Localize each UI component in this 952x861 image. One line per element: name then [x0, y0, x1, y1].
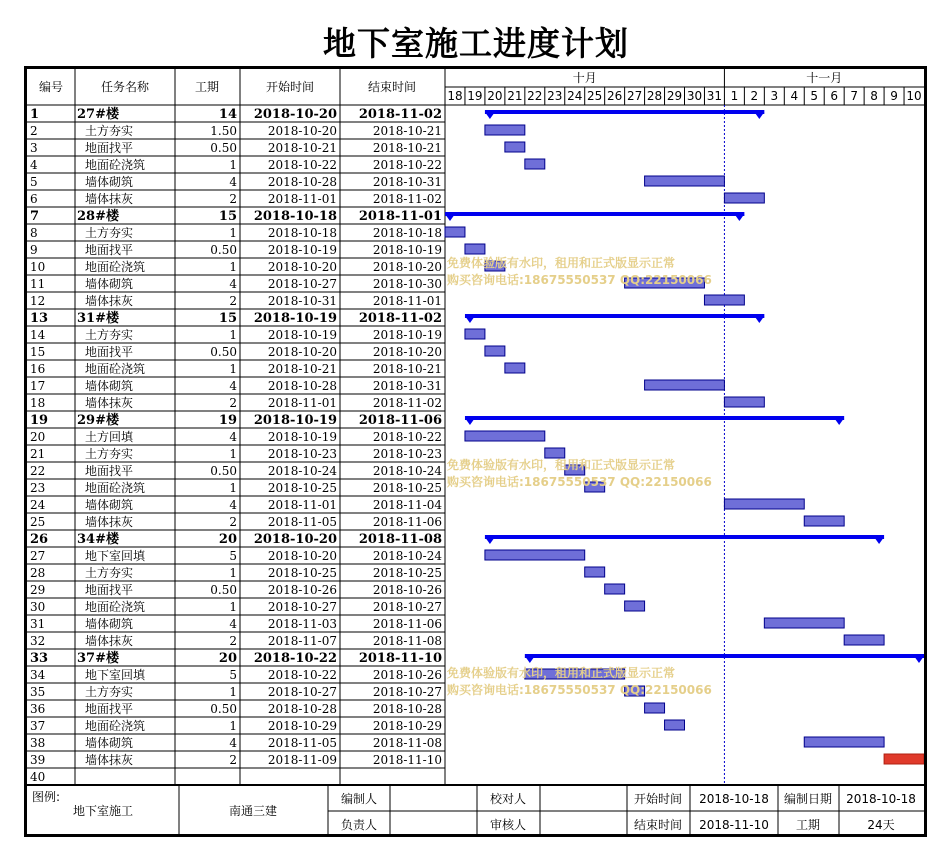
task-start: 2018-10-20 [253, 532, 337, 547]
task-id: 9 [30, 243, 38, 257]
task-start: 2018-10-29 [267, 719, 337, 733]
task-id: 31 [30, 617, 46, 631]
task-end: 2018-10-29 [372, 719, 442, 733]
task-name: 土方夯实 [85, 124, 134, 138]
summary-bar [485, 110, 764, 114]
task-bar [704, 295, 744, 305]
task-bar [804, 737, 884, 747]
header-end: 结束时间 [367, 80, 417, 94]
task-bar [625, 601, 645, 611]
task-end: 2018-11-10 [372, 753, 442, 767]
day-label: 21 [507, 89, 523, 103]
task-duration: 0.50 [210, 583, 237, 597]
task-bar [724, 499, 804, 509]
summary-bar [465, 416, 844, 420]
task-start: 2018-10-26 [267, 583, 337, 597]
task-name: 墙体砌筑 [85, 617, 134, 631]
task-duration: 2 [229, 515, 237, 529]
summary-bar [465, 314, 764, 318]
day-label: 10 [906, 89, 922, 103]
task-duration: 15 [218, 209, 237, 224]
task-duration: 2 [229, 294, 237, 308]
task-bar [485, 346, 505, 356]
task-bar [525, 159, 545, 169]
task-end: 2018-10-26 [372, 668, 442, 682]
task-start: 2018-11-07 [267, 634, 337, 648]
month-label: 十月 [572, 71, 597, 85]
task-name: 土方回填 [85, 430, 134, 444]
task-id: 23 [30, 481, 46, 495]
task-id: 7 [30, 209, 40, 224]
task-end: 2018-11-02 [358, 107, 442, 122]
task-end: 2018-10-27 [372, 600, 442, 614]
task-bar [724, 397, 764, 407]
task-duration: 4 [229, 175, 237, 189]
task-end: 2018-10-31 [372, 175, 442, 189]
task-start: 2018-11-03 [267, 617, 337, 631]
task-start: 2018-10-22 [267, 158, 337, 172]
legend-label: 图例: [32, 790, 61, 804]
task-duration: 1 [229, 447, 237, 461]
task-duration: 4 [229, 430, 237, 444]
gantt-chart [27, 69, 924, 834]
task-name: 地下室回填 [85, 668, 146, 682]
task-end: 2018-10-26 [372, 583, 442, 597]
task-bar [505, 142, 525, 152]
day-label: 2 [750, 89, 759, 103]
task-duration: 1.50 [210, 124, 237, 138]
task-bar [645, 176, 725, 186]
task-end: 2018-11-10 [358, 651, 442, 666]
task-duration: 20 [218, 651, 237, 666]
task-end: 2018-10-30 [372, 277, 442, 291]
task-duration: 4 [229, 736, 237, 750]
task-bar [445, 227, 465, 237]
task-bar [465, 329, 485, 339]
task-start: 2018-10-20 [267, 260, 337, 274]
task-duration: 14 [218, 107, 237, 122]
task-bar [724, 193, 764, 203]
task-duration: 1 [229, 328, 237, 342]
task-name: 土方夯实 [85, 328, 134, 342]
start-value: 2018-10-18 [699, 792, 769, 806]
month-label: 十一月 [806, 71, 843, 85]
watermark-line: 购买咨询电话:18675550537 QQ:22150066 [447, 273, 712, 287]
task-end: 2018-10-18 [372, 226, 442, 240]
task-end: 2018-11-02 [372, 396, 442, 410]
task-name: 墙体抹灰 [85, 192, 134, 206]
task-start: 2018-10-19 [253, 413, 337, 428]
day-label: 20 [487, 89, 503, 103]
task-id: 8 [30, 226, 38, 240]
task-name: 37#楼 [77, 651, 119, 666]
task-start: 2018-10-25 [267, 566, 337, 580]
summary-end-marker [914, 656, 924, 663]
task-start: 2018-10-19 [267, 430, 337, 444]
task-duration: 1 [229, 600, 237, 614]
day-label: 31 [706, 89, 723, 103]
task-end: 2018-11-06 [358, 413, 442, 428]
task-bar [585, 567, 605, 577]
task-duration: 0.50 [210, 141, 237, 155]
task-name: 地下室回填 [85, 549, 146, 563]
task-start: 2018-10-18 [267, 226, 337, 240]
task-name: 土方夯实 [85, 685, 134, 699]
task-name: 墙体砌筑 [85, 736, 134, 750]
task-name: 土方夯实 [85, 226, 134, 240]
task-start: 2018-10-24 [267, 464, 337, 478]
task-start: 2018-11-01 [267, 498, 337, 512]
task-id: 32 [30, 634, 46, 648]
task-bar [485, 125, 525, 135]
task-id: 14 [30, 328, 46, 342]
task-bar [545, 448, 565, 458]
page-title: 地下室施工进度计划 [323, 24, 629, 63]
summary-end-marker [734, 214, 744, 221]
summary-start-marker [465, 316, 475, 323]
task-start: 2018-10-28 [267, 175, 337, 189]
task-start: 2018-10-22 [253, 651, 337, 666]
task-name: 墙体抹灰 [85, 396, 134, 410]
header-name: 任务名称 [100, 80, 150, 94]
task-name: 34#楼 [77, 532, 119, 547]
task-id: 13 [30, 311, 49, 326]
task-id: 1 [30, 107, 40, 122]
task-end: 2018-10-19 [372, 243, 442, 257]
task-duration: 4 [229, 277, 237, 291]
task-bar [465, 431, 545, 441]
task-start: 2018-10-27 [267, 685, 337, 699]
task-name: 地面找平 [85, 464, 134, 478]
task-end: 2018-11-08 [358, 532, 442, 547]
task-id: 24 [30, 498, 46, 512]
task-duration: 2 [229, 192, 237, 206]
task-duration: 5 [229, 549, 237, 563]
task-id: 39 [30, 753, 46, 767]
task-bar [645, 703, 665, 713]
task-duration: 0.50 [210, 243, 237, 257]
company-name: 南通三建 [228, 804, 278, 818]
day-label: 23 [547, 89, 563, 103]
reviewer-label: 审核人 [489, 818, 527, 832]
task-start: 2018-10-27 [267, 277, 337, 291]
task-id: 15 [30, 345, 46, 359]
task-name: 墙体抹灰 [85, 294, 134, 308]
day-label: 5 [810, 89, 819, 103]
task-end: 2018-10-19 [372, 328, 442, 342]
task-end: 2018-10-20 [372, 345, 442, 359]
task-name: 墙体抹灰 [85, 753, 134, 767]
task-id: 25 [30, 515, 46, 529]
compile-date-value: 2018-10-18 [846, 792, 916, 806]
task-id: 27 [30, 549, 46, 563]
task-id: 16 [30, 362, 46, 376]
responsible-label: 负责人 [340, 818, 378, 832]
task-duration: 0.50 [210, 464, 237, 478]
day-label: 9 [890, 89, 898, 103]
header-start: 开始时间 [265, 80, 315, 94]
watermark-line: 购买咨询电话:18675550537 QQ:22150066 [447, 683, 712, 697]
end-value: 2018-11-10 [699, 818, 769, 832]
summary-end-marker [874, 537, 884, 544]
summary-start-marker [445, 214, 455, 221]
day-label: 7 [850, 89, 858, 103]
task-id: 12 [30, 294, 46, 308]
summary-end-marker [754, 316, 764, 323]
task-id: 18 [30, 396, 46, 410]
task-end: 2018-11-01 [358, 209, 442, 224]
task-name: 墙体砌筑 [85, 498, 134, 512]
day-label: 22 [527, 89, 543, 103]
start-label: 开始时间 [633, 792, 683, 806]
watermark-line: 购买咨询电话:18675550537 QQ:22150066 [447, 475, 712, 489]
day-label: 18 [447, 89, 463, 103]
watermark-line: 免费体验版有水印，租用和正式版显示正常 [447, 666, 676, 680]
compiler-label: 编制人 [340, 792, 378, 806]
task-duration: 1 [229, 362, 237, 376]
task-name: 地面找平 [85, 243, 134, 257]
summary-end-marker [834, 418, 844, 425]
task-start: 2018-10-22 [267, 668, 337, 682]
task-end: 2018-10-22 [372, 430, 442, 444]
task-duration: 20 [218, 532, 237, 547]
task-start: 2018-11-01 [267, 396, 337, 410]
task-duration: 4 [229, 379, 237, 393]
task-end: 2018-10-27 [372, 685, 442, 699]
task-duration: 2 [229, 634, 237, 648]
task-name: 27#楼 [77, 107, 119, 122]
task-end: 2018-10-21 [372, 124, 442, 138]
task-name: 墙体砌筑 [85, 379, 134, 393]
task-bar [645, 380, 725, 390]
task-end: 2018-10-25 [372, 566, 442, 580]
task-id: 28 [30, 566, 46, 580]
task-id: 11 [30, 277, 46, 291]
task-id: 10 [30, 260, 46, 274]
task-duration: 15 [218, 311, 237, 326]
task-end: 2018-10-22 [372, 158, 442, 172]
task-duration: 2 [229, 396, 237, 410]
task-start: 2018-10-31 [267, 294, 337, 308]
task-duration: 5 [229, 668, 237, 682]
task-end: 2018-11-04 [372, 498, 442, 512]
header-duration: 工期 [194, 80, 220, 94]
task-bar [485, 550, 585, 560]
task-id: 26 [30, 532, 49, 547]
checker-label: 校对人 [489, 792, 527, 806]
summary-start-marker [485, 112, 495, 119]
task-name: 地面砼浇筑 [85, 260, 146, 274]
task-name: 地面砼浇筑 [85, 158, 146, 172]
task-name: 31#楼 [77, 311, 119, 326]
day-label: 26 [607, 89, 623, 103]
task-id: 30 [30, 600, 46, 614]
task-start: 2018-11-05 [267, 515, 337, 529]
task-id: 29 [30, 583, 46, 597]
day-label: 28 [646, 89, 663, 103]
task-bar [884, 754, 924, 764]
task-id: 4 [30, 158, 38, 172]
task-end: 2018-10-28 [372, 702, 442, 716]
task-bar [505, 363, 525, 373]
task-bar [465, 244, 485, 254]
task-id: 40 [30, 770, 46, 784]
compile-date-label: 编制日期 [783, 792, 833, 806]
task-id: 5 [30, 175, 38, 189]
day-label: 27 [626, 89, 643, 103]
task-duration: 1 [229, 226, 237, 240]
task-id: 17 [30, 379, 46, 393]
task-name: 地面砼浇筑 [85, 719, 146, 733]
day-label: 3 [770, 89, 779, 103]
task-end: 2018-10-23 [372, 447, 442, 461]
task-id: 2 [30, 124, 38, 138]
task-end: 2018-11-02 [358, 311, 442, 326]
day-label: 8 [870, 89, 878, 103]
task-duration: 1 [229, 566, 237, 580]
task-id: 38 [30, 736, 46, 750]
task-bar [804, 516, 844, 526]
watermark-line: 免费体验版有水印，租用和正式版显示正常 [447, 458, 676, 472]
task-duration: 19 [218, 413, 237, 428]
day-label: 19 [467, 89, 483, 103]
task-name: 地面找平 [85, 702, 134, 716]
task-name: 墙体砌筑 [85, 277, 134, 291]
task-start: 2018-11-01 [267, 192, 337, 206]
day-label: 6 [830, 89, 839, 103]
task-start: 2018-10-20 [253, 107, 337, 122]
task-start: 2018-10-20 [267, 549, 337, 563]
summary-start-marker [465, 418, 475, 425]
task-duration: 0.50 [210, 702, 237, 716]
task-end: 2018-10-21 [372, 141, 442, 155]
task-name: 地面找平 [85, 345, 134, 359]
task-end: 2018-11-02 [372, 192, 442, 206]
end-label: 结束时间 [633, 818, 683, 832]
task-start: 2018-11-05 [267, 736, 337, 750]
header-id: 编号 [38, 80, 64, 94]
task-start: 2018-10-20 [267, 124, 337, 138]
task-name: 地面找平 [85, 583, 134, 597]
task-name: 29#楼 [77, 413, 119, 428]
day-label: 1 [730, 89, 739, 103]
task-start: 2018-10-21 [267, 141, 337, 155]
task-name: 地面砼浇筑 [85, 481, 146, 495]
task-id: 22 [30, 464, 46, 478]
task-duration: 1 [229, 481, 237, 495]
task-bar [665, 720, 685, 730]
task-start: 2018-10-23 [267, 447, 337, 461]
task-end: 2018-10-31 [372, 379, 442, 393]
task-name: 土方夯实 [85, 447, 134, 461]
task-name: 地面砼浇筑 [85, 362, 146, 376]
task-end: 2018-10-25 [372, 481, 442, 495]
task-duration: 4 [229, 498, 237, 512]
task-id: 21 [30, 447, 46, 461]
task-end: 2018-11-06 [372, 515, 442, 529]
task-id: 37 [30, 719, 46, 733]
day-label: 25 [587, 89, 603, 103]
task-start: 2018-10-18 [253, 209, 337, 224]
task-end: 2018-11-01 [372, 294, 442, 308]
task-duration: 1 [229, 685, 237, 699]
task-duration: 1 [229, 260, 237, 274]
task-end: 2018-10-24 [372, 549, 442, 563]
task-start: 2018-10-25 [267, 481, 337, 495]
day-label: 29 [666, 89, 683, 103]
task-bar [844, 635, 884, 645]
task-start: 2018-10-28 [267, 379, 337, 393]
task-bar [605, 584, 625, 594]
task-name: 墙体砌筑 [85, 175, 134, 189]
task-end: 2018-10-21 [372, 362, 442, 376]
task-end: 2018-10-20 [372, 260, 442, 274]
summary-start-marker [485, 537, 495, 544]
summary-bar [525, 654, 924, 658]
task-id: 6 [30, 192, 38, 206]
summary-start-marker [525, 656, 535, 663]
task-name: 地面砼浇筑 [85, 600, 146, 614]
task-start: 2018-10-20 [267, 345, 337, 359]
task-name: 墙体抹灰 [85, 515, 134, 529]
task-name: 墙体抹灰 [85, 634, 134, 648]
task-bar [764, 618, 844, 628]
task-start: 2018-10-27 [267, 600, 337, 614]
day-label: 24 [567, 89, 583, 103]
task-id: 35 [30, 685, 46, 699]
task-name: 地面找平 [85, 141, 134, 155]
task-duration: 0.50 [210, 345, 237, 359]
task-end: 2018-11-08 [372, 736, 442, 750]
day-label: 30 [686, 89, 703, 103]
task-id: 19 [30, 413, 49, 428]
task-id: 3 [30, 141, 38, 155]
task-start: 2018-10-19 [267, 328, 337, 342]
task-duration: 4 [229, 617, 237, 631]
task-duration: 2 [229, 753, 237, 767]
task-id: 34 [30, 668, 46, 682]
task-end: 2018-10-24 [372, 464, 442, 478]
project-name: 地下室施工 [72, 804, 134, 818]
task-name: 土方夯实 [85, 566, 134, 580]
watermark-line: 免费体验版有水印，租用和正式版显示正常 [447, 256, 676, 270]
task-duration: 1 [229, 719, 237, 733]
summary-end-marker [754, 112, 764, 119]
task-end: 2018-11-08 [372, 634, 442, 648]
task-start: 2018-10-28 [267, 702, 337, 716]
gantt-frame [24, 66, 927, 837]
task-id: 36 [30, 702, 46, 716]
day-label: 4 [790, 89, 799, 103]
task-id: 20 [30, 430, 46, 444]
duration-label: 工期 [795, 818, 821, 832]
task-id: 33 [30, 651, 49, 666]
task-start: 2018-10-21 [267, 362, 337, 376]
summary-bar [485, 535, 884, 539]
summary-bar [445, 212, 744, 216]
task-start: 2018-10-19 [267, 243, 337, 257]
task-end: 2018-11-06 [372, 617, 442, 631]
duration-value: 24天 [867, 818, 895, 832]
task-start: 2018-10-19 [253, 311, 337, 326]
task-duration: 1 [229, 158, 237, 172]
task-name: 28#楼 [77, 209, 119, 224]
task-start: 2018-11-09 [267, 753, 337, 767]
